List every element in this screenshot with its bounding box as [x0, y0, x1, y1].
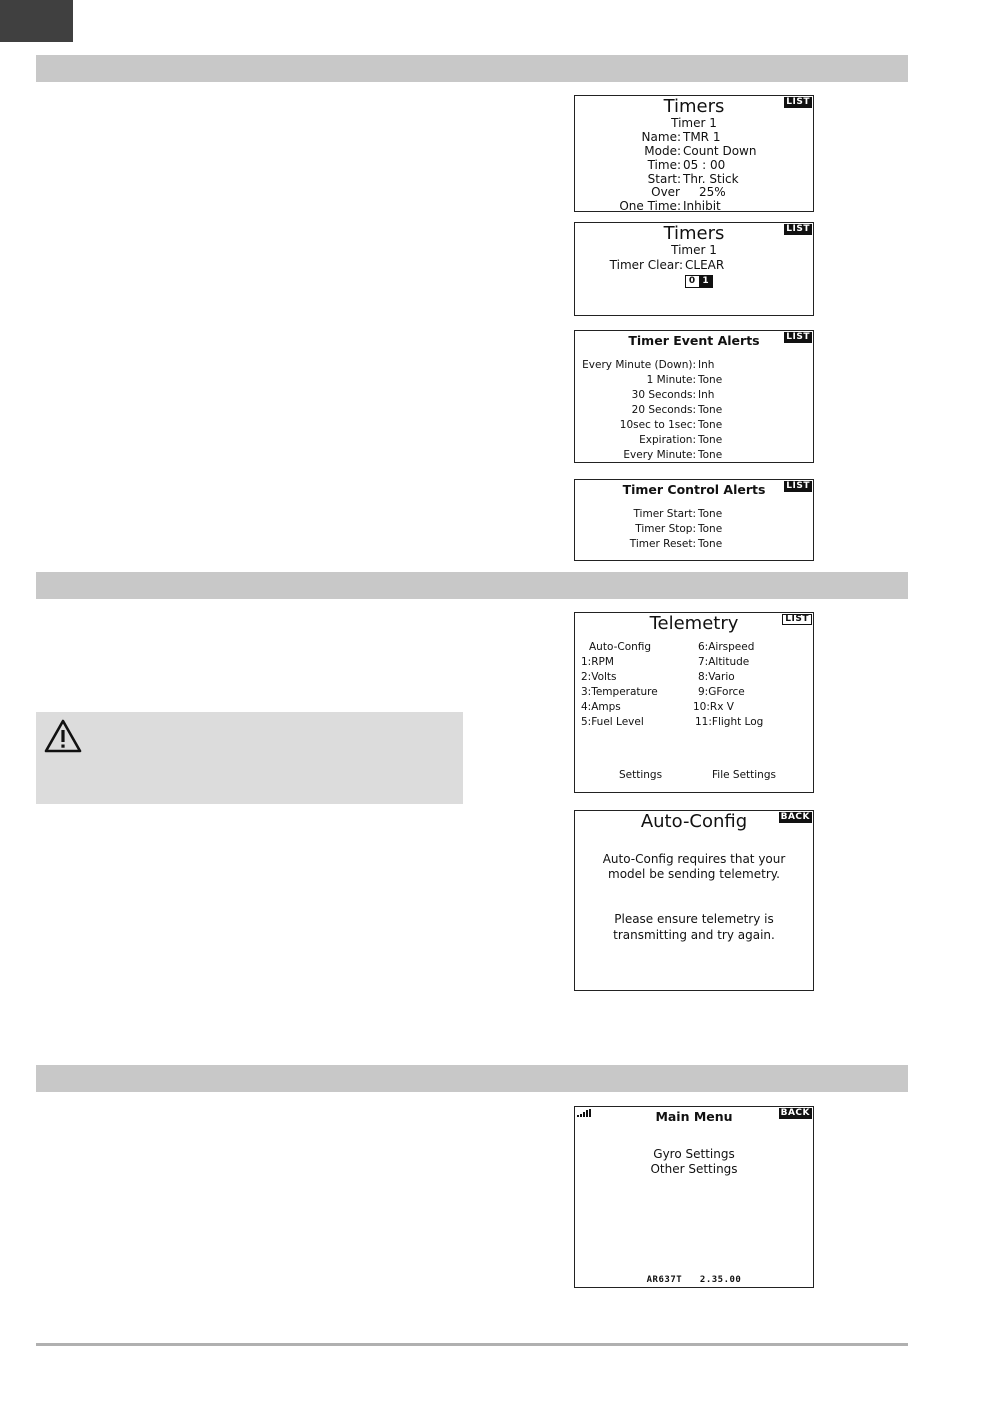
telemetry-label: Volts: [591, 671, 617, 683]
telemetry-number: 6:: [698, 641, 709, 653]
telemetry-number: 3:: [581, 686, 592, 698]
message-line: model be sending telemetry.: [608, 867, 780, 881]
alert-label: Expiration:: [639, 434, 696, 446]
telemetry-label: Fuel Level: [591, 716, 644, 728]
alert-value[interactable]: Inh: [698, 359, 715, 371]
telemetry-number: 8:: [698, 671, 709, 683]
telemetry-item-rx-v[interactable]: [693, 701, 734, 714]
telemetry-number: 2:: [581, 671, 592, 683]
telemetry-screen: [574, 612, 814, 793]
warning-box: [36, 712, 463, 804]
telemetry-item-gforce[interactable]: [698, 686, 745, 699]
telemetry-label: Temperature: [591, 686, 658, 698]
alert-label: 1 Minute:: [646, 374, 696, 386]
telemetry-number: 1:: [581, 656, 592, 668]
list-badge[interactable]: LIST: [786, 224, 810, 234]
warning-icon: [44, 718, 82, 754]
telemetry-number: 11:: [695, 716, 712, 728]
page-corner-tab: [0, 0, 73, 42]
telemetry-item-vario[interactable]: [698, 671, 735, 684]
alert-value[interactable]: Tone: [698, 419, 723, 431]
setting-label: Name:: [641, 130, 681, 144]
setting-value[interactable]: Inhibit: [683, 199, 721, 212]
telemetry-label: Vario: [708, 671, 735, 683]
alert-label: Every Minute (Down):: [582, 359, 696, 371]
setting-value[interactable]: TMR 1: [683, 130, 721, 144]
alert-value[interactable]: Tone: [698, 508, 723, 520]
telemetry-label: RPM: [591, 656, 614, 668]
alert-label: 20 Seconds:: [631, 404, 696, 416]
setting-label: One Time:: [619, 199, 681, 212]
telemetry-item-altitude[interactable]: [698, 656, 749, 669]
list-badge[interactable]: LIST: [786, 332, 810, 342]
telemetry-item-amps[interactable]: [581, 701, 621, 714]
alert-value[interactable]: Tone: [698, 523, 723, 535]
section-header-bar-telemetry: [36, 572, 908, 599]
setting-label: Mode:: [644, 144, 681, 158]
setting-label: Over: [651, 185, 680, 199]
footer-rule: [36, 1343, 908, 1346]
screen-title: Timer Event Alerts: [628, 333, 760, 348]
clear-toggle[interactable]: [685, 275, 713, 288]
toggle-off-option[interactable]: 0: [686, 276, 698, 287]
alert-label: Timer Stop:: [635, 523, 696, 535]
telemetry-number: 9:: [698, 686, 709, 698]
screen-title: Telemetry: [649, 613, 739, 634]
screen-title: Timers: [663, 223, 725, 244]
back-badge[interactable]: BACK: [780, 1108, 810, 1118]
setting-value[interactable]: Thr. Stick: [683, 172, 739, 186]
telemetry-item-rpm[interactable]: [581, 656, 614, 669]
main-menu-screen: [574, 1106, 814, 1288]
telemetry-item-airspeed[interactable]: [698, 641, 754, 654]
menu-item-other-settings[interactable]: Other Settings: [650, 1162, 738, 1176]
alert-label: Timer Reset:: [629, 538, 696, 550]
telemetry-item-fuel-level[interactable]: [581, 716, 644, 729]
setting-value[interactable]: 05 : 00: [683, 158, 726, 172]
message-line: Please ensure telemetry is: [614, 912, 774, 926]
list-badge[interactable]: LIST: [782, 614, 812, 625]
setting-value[interactable]: CLEAR: [685, 258, 725, 272]
telemetry-item-temperature[interactable]: [581, 686, 658, 699]
alert-value[interactable]: Tone: [698, 449, 723, 461]
section-header-bar-timers: [36, 55, 908, 82]
timers-screen: [574, 95, 814, 212]
list-badge[interactable]: LIST: [786, 481, 810, 491]
alert-label: 30 Seconds:: [631, 389, 696, 401]
auto-config-screen: [574, 810, 814, 991]
telemetry-number: 4:: [581, 701, 592, 713]
telemetry-label: GForce: [708, 686, 745, 698]
alert-label: Timer Start:: [633, 508, 696, 520]
toggle-on-option[interactable]: 1: [699, 276, 712, 287]
timer-event-alerts-screen: [574, 330, 814, 463]
telemetry-item-volts[interactable]: [581, 671, 617, 684]
setting-value[interactable]: Count Down: [683, 144, 757, 158]
menu-item-gyro-settings[interactable]: Gyro Settings: [653, 1147, 735, 1161]
screen-title: Auto-Config: [640, 811, 748, 832]
timer-subtitle: Timer 1: [671, 116, 717, 130]
telemetry-label: Altitude: [708, 656, 750, 668]
back-badge[interactable]: BACK: [780, 812, 810, 822]
setting-label: Timer Clear:: [609, 258, 683, 272]
telemetry-label: Rx V: [709, 701, 734, 713]
receiver-version: AR637T 2.35.00: [646, 1275, 742, 1285]
alert-value[interactable]: Tone: [698, 374, 723, 386]
screen-title: Main Menu: [655, 1109, 733, 1124]
telemetry-item-auto-config[interactable]: [589, 641, 651, 654]
telemetry-label: Airspeed: [708, 641, 755, 653]
setting-label: Time:: [647, 158, 681, 172]
screen-title: Timers: [663, 96, 725, 117]
setting-value[interactable]: 25%: [699, 185, 726, 199]
setting-label: Start:: [647, 172, 681, 186]
telemetry-item-flight-log[interactable]: [695, 716, 763, 729]
alert-label: Every Minute:: [623, 449, 696, 461]
settings-option[interactable]: Settings: [619, 769, 663, 781]
timer-subtitle: Timer 1: [671, 243, 717, 257]
message-line: Auto-Config requires that your: [602, 852, 786, 866]
telemetry-label: Flight Log: [711, 716, 764, 728]
telemetry-number: 5:: [581, 716, 592, 728]
alert-label: 10sec to 1sec:: [619, 419, 696, 431]
timer-clear-screen: [574, 222, 814, 316]
telemetry-label: Amps: [591, 701, 621, 713]
telemetry-number: 7:: [698, 656, 709, 668]
file-settings-option[interactable]: File Settings: [712, 769, 776, 781]
list-badge[interactable]: LIST: [786, 97, 810, 107]
alert-value[interactable]: Tone: [698, 434, 723, 446]
screen-title: Timer Control Alerts: [622, 482, 766, 497]
alert-value[interactable]: Tone: [698, 538, 723, 550]
alert-value[interactable]: Tone: [698, 404, 723, 416]
telemetry-number: 10:: [693, 701, 710, 713]
message-line: transmitting and try again.: [613, 928, 775, 942]
timer-control-alerts-screen: [574, 479, 814, 561]
section-header-bar-menu: [36, 1065, 908, 1092]
alert-value[interactable]: Inh: [698, 389, 715, 401]
telemetry-label: Auto-Config: [589, 641, 652, 653]
